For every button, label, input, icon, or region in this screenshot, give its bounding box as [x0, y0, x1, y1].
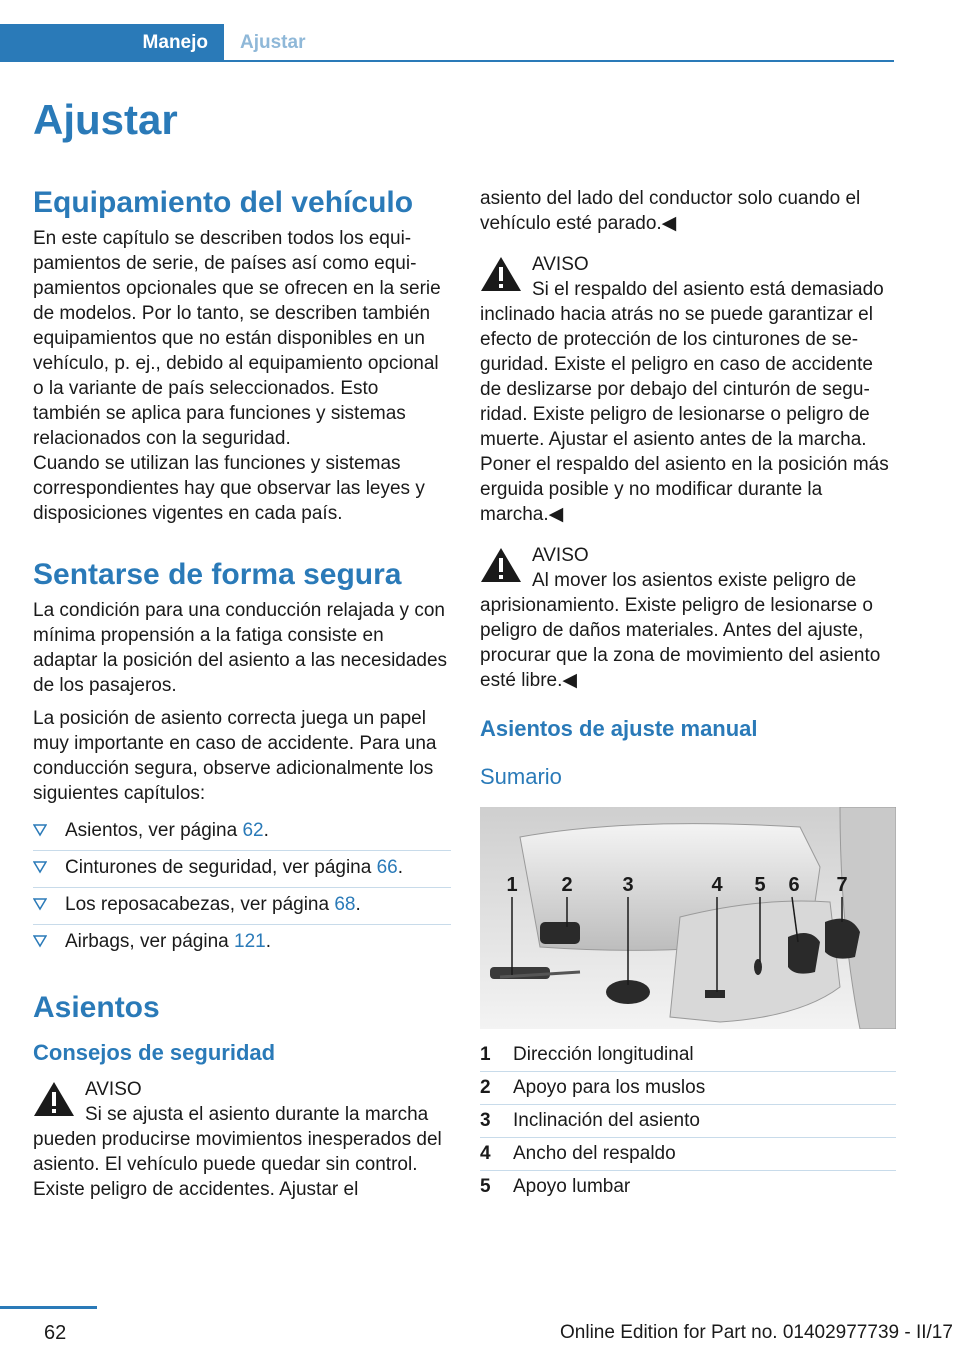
triangle-bullet-icon [33, 860, 47, 874]
triangle-bullet-icon [33, 897, 47, 911]
left-column [33, 186, 451, 1214]
warning-block [33, 1077, 451, 1202]
figure-label: 2 [561, 874, 573, 896]
page-link[interactable]: 66 [376, 857, 398, 878]
figure-label: 5 [754, 874, 766, 896]
right-column [480, 186, 896, 1203]
warning-block [480, 252, 896, 527]
legend-number: 3 [480, 1110, 491, 1131]
figure-label: 3 [622, 874, 634, 896]
subsection-title-sumario: Sumario [480, 764, 562, 789]
warning-block [480, 543, 896, 693]
warning-label: AVISO [85, 1079, 142, 1100]
legend-number: 2 [480, 1077, 491, 1098]
list-item-text: Los reposacabezas, ver página [65, 894, 335, 915]
edition-note: Online Edition for Part no. 01402977739 - II/17 [560, 1322, 953, 1343]
page-link[interactable]: 68 [334, 894, 356, 915]
warning-label: AVISO [532, 254, 589, 275]
footer-divider [0, 1306, 97, 1309]
warning-label: AVISO [532, 545, 589, 566]
figure-label: 1 [506, 874, 518, 896]
list-item-end: . [397, 857, 404, 878]
page-number: 62 [44, 1322, 67, 1344]
legend-number: 1 [480, 1044, 491, 1065]
triangle-bullet-icon [33, 934, 47, 948]
legend-text: Apoyo para los muslos [513, 1077, 706, 1098]
triangle-bullet-icon [33, 823, 47, 837]
chapter-list [33, 814, 451, 961]
warning-triangle-icon [480, 256, 522, 292]
warning-triangle-icon [480, 547, 522, 583]
legend-item [480, 1171, 896, 1203]
page-link[interactable]: 62 [242, 820, 264, 841]
section-title-sentarse: Sentarse de forma segura [33, 558, 402, 591]
legend-text: Ancho del respaldo [513, 1143, 676, 1164]
legend-text: Inclinación del asiento [513, 1110, 700, 1131]
paragraph: En este capítulo se describen todos los equipamientos de serie, de países así como equipamientos opcionales que se ofrecen en la serie de modelos. Por lo tanto, se describen también equipamientos que no están disponibles en un vehículo, p. ej., debido al equipamiento opcional o la variante de país seleccionados. Esto también se aplica para funciones y sistemas relacionados con la seguridad. [33, 228, 441, 449]
figure-legend [480, 1039, 896, 1203]
legend-item [480, 1138, 896, 1171]
paragraph: La condición para una conducción relajada y con mínima propensión a la fatiga consiste en adaptar la posición del asiento a las necesidades de los pasajeros. [33, 600, 448, 696]
list-item [33, 925, 451, 961]
seat-illustration [480, 807, 896, 1029]
paragraph: La posición de asiento correcta juega un papel muy importante en caso de accidente. Para una conducción segura, observe adicionalmente los siguientes capítulos: [33, 708, 437, 804]
list-item-text: Asientos, ver página [65, 820, 243, 841]
list-item [33, 888, 451, 925]
list-item [33, 814, 451, 851]
list-item [33, 851, 451, 888]
page-link[interactable]: 121 [234, 931, 266, 952]
warning-triangle-icon [33, 1081, 75, 1117]
list-item-text: Cinturones de seguridad, ver página [65, 857, 377, 878]
warning-text: Al mover los asientos existe peligro de aprisionamiento. Existe peligro de lesionarse o peligro de daños materiales. Antes del ajuste, procurar que la zona de movimiento del asiento esté libre.◀ [480, 570, 881, 691]
subsection-title-consejos: Consejos de seguridad [33, 1040, 276, 1065]
legend-text: Apoyo lumbar [513, 1176, 631, 1197]
legend-number: 5 [480, 1176, 491, 1197]
list-item-end: . [265, 931, 271, 952]
tab-ajustar[interactable]: Ajustar [240, 32, 306, 53]
figure-label: 6 [788, 874, 800, 896]
list-item-end: . [263, 820, 269, 841]
legend-item [480, 1105, 896, 1138]
legend-item [480, 1039, 896, 1072]
legend-text: Dirección longitudinal [513, 1044, 694, 1065]
paragraph: Cuando se utilizan las funciones y sistemas correspondientes hay que observar las leyes y disposiciones vigentes en cada país. [33, 453, 425, 524]
list-item-text: Airbags, ver página [65, 931, 234, 952]
subsection-title-manual: Asientos de ajuste manual [480, 716, 758, 741]
page-title: Ajustar [33, 96, 178, 143]
list-item-end: . [355, 894, 361, 915]
legend-item [480, 1072, 896, 1105]
seat-controls-figure [480, 807, 896, 1029]
paragraph: asiento del lado del conductor solo cuando el vehículo esté parado.◀ [480, 188, 861, 234]
warning-text: Si se ajusta el asiento durante la marcha pueden producirse movimientos inesperados del asiento. El vehículo puede quedar sin control. Existe peligro de accidentes. Ajustar el [33, 1104, 442, 1200]
figure-label: 7 [836, 874, 848, 896]
legend-number: 4 [480, 1143, 491, 1164]
tab-manejo[interactable]: Manejo [0, 24, 224, 62]
section-title-asientos: Asientos [33, 991, 160, 1024]
warning-text: Si el respaldo del asiento está demasiado inclinado hacia atrás no se puede garantizar el efecto de protección de los cinturones de seguridad. Existe el peligro en caso de accidente de deslizarse por debajo del cinturón de seguridad. Existe peligro de lesionarse o peligro de muerte. Ajustar el asiento antes de la marcha. Poner el respaldo del asiento en la posición más erguida posible y no modificar durante la marcha.◀ [480, 279, 889, 525]
figure-label: 4 [711, 874, 723, 896]
section-title-equipamiento: Equipamiento del vehículo [33, 186, 414, 219]
header-bar [0, 24, 894, 62]
